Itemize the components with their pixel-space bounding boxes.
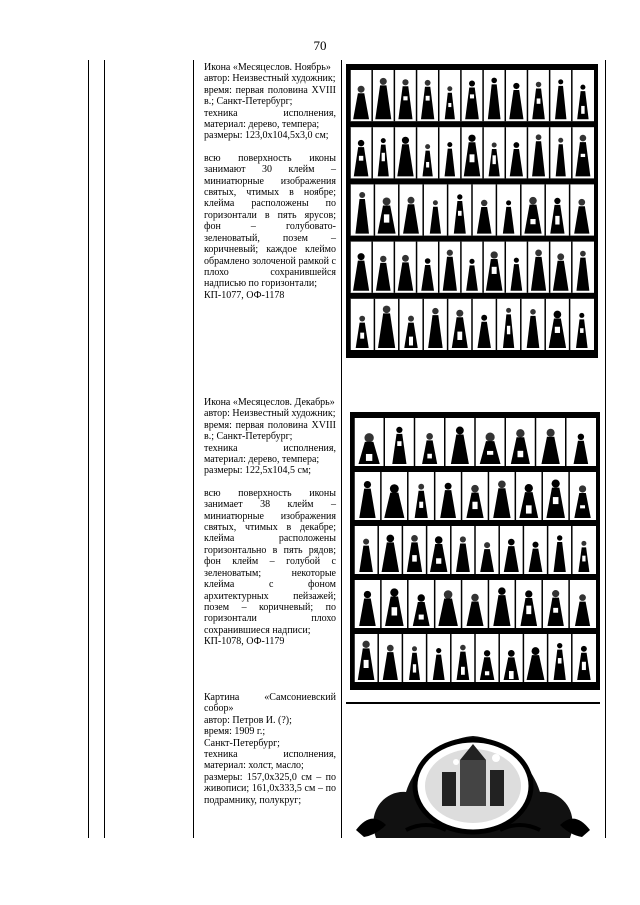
entry-2-size: размеры: 122,5x104,5 см; [204,465,312,477]
painting-cathedral-image [346,700,600,840]
entry-2-inventory: КП-1078, ОФ-1179 [204,636,285,648]
entry-1-text [204,62,336,301]
painting-cathedral-svg [346,700,600,840]
entry-2-technique: техника исполнения, материал: дерево, темпера; [204,442,336,466]
entry-2-text [204,397,336,648]
icon-december-image [350,412,600,690]
entry-1-description: всю поверхность иконы занимают 30 клейм – миниатюрные изображения святых, чтимых в ноябре; клейма расположены по горизонтали в пять ярусов; фон – голубовато-зеленоватый, позем – коричневый; каждое клеймо обрамлено золоченой рамкой с плохо сохранившейся надписью по горизонтали; [204,152,336,290]
entry-1-time: время: первая половина XVIII в.; Санкт-Петербург; [204,84,336,108]
icon-december-svg [350,412,600,690]
icon-november-svg [346,64,598,358]
entry-1-inventory: КП-1077, ОФ-1178 [204,289,285,301]
table-line-3 [193,60,194,838]
table-line-left [88,60,89,838]
table-line-2 [104,60,105,838]
entry-1-author: автор: Неизвестный художник; [204,73,336,85]
entry-1-technique: техника исполнения, материал: дерево, темпера; [204,107,336,131]
entry-3-author: автор: Петров И. (?); [204,714,292,726]
entry-2-author: автор: Неизвестный художник; [204,408,336,420]
entry-2-description: всю поверхность иконы занимает 38 клейм – миниатюрные изображения святых, чтимых в декабре; клейма расположены горизонтально в пять рядов; фон клейм – голубой с зеленоватым; некоторые клейма с фоном архитектурных пейзажей; позем – коричневый; по горизонтали плохо сохранившиеся надписи; [204,487,336,636]
table-line-right [605,60,606,838]
entry-1-title: Икона «Месяцеслов. Ноябрь» [204,62,331,73]
table-line-4 [341,60,342,838]
icon-november-image [346,64,598,358]
entry-1-size: размеры: 123,0x104,5x3,0 см; [204,130,329,142]
entry-3-place: Санкт-Петербург; [204,737,280,749]
entry-3-time: время: 1909 г.; [204,726,266,738]
entry-3-title: Картина «Самсониевский собор» [204,692,336,715]
entry-2-time: время: первая половина XVIII в.; Санкт-Петербург; [204,419,336,443]
entry-2-title: Икона «Месяцеслов. Декабрь» [204,397,335,408]
entry-3-text [204,692,336,806]
entry-3-technique: техника исполнения, материал: холст, масло; [204,749,336,772]
page-number: 70 [313,38,327,53]
entry-3-size: размеры: 157,0x325,0 см – по живописи; 161,0x333,5 см – по подрамнику, полукруг; [204,771,336,806]
